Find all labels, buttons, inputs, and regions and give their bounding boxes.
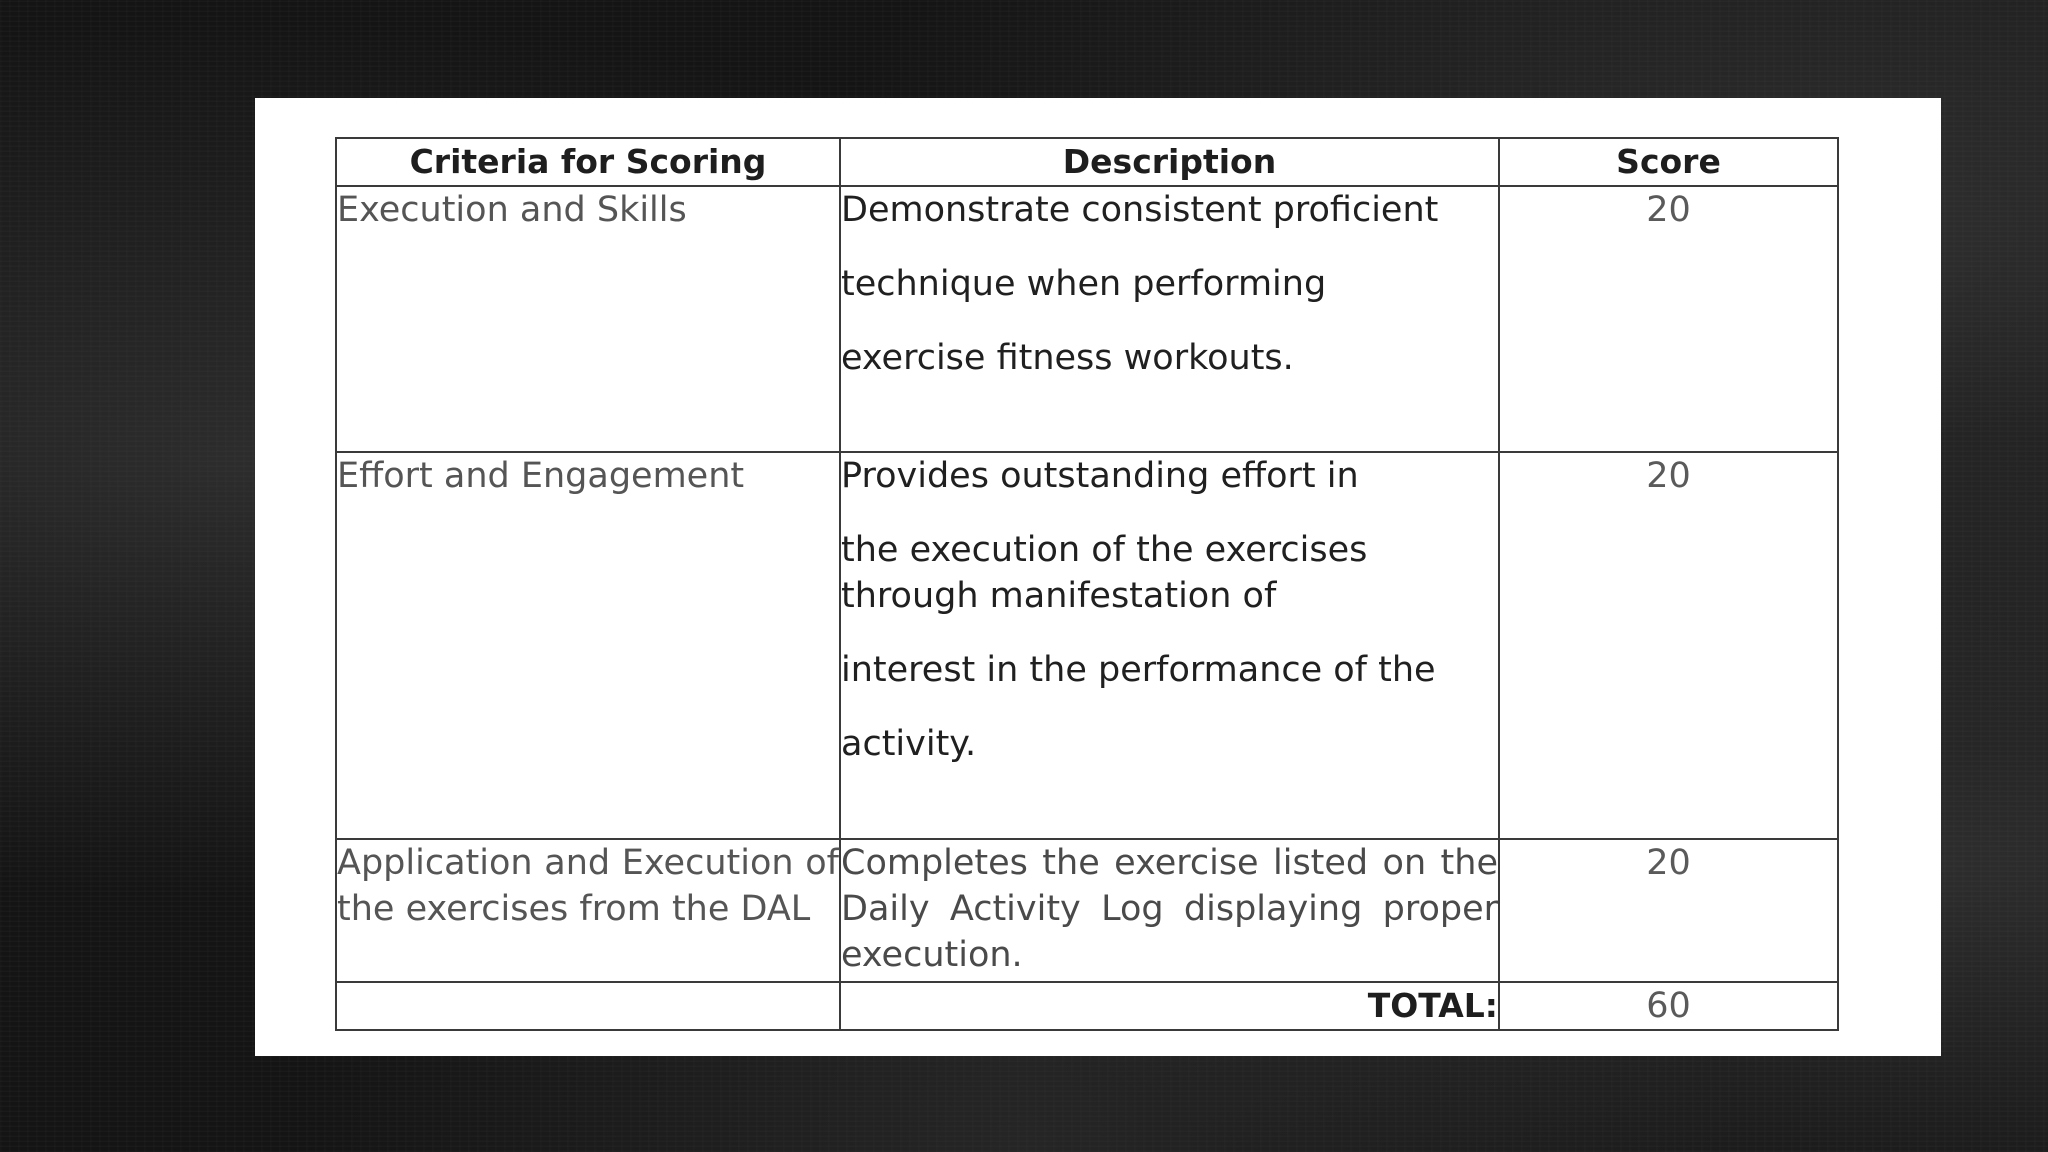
table-row [336,186,1838,452]
description-line: activity. [841,724,977,764]
description-line: technique when performing [841,264,1327,304]
header-score: Score [1499,138,1838,186]
criteria-cell: Effort and Engagement [336,452,840,839]
criteria-cell: Execution and Skills [336,186,840,452]
header-description: Description [840,138,1499,186]
description-line: the execution of the exercises [841,530,1368,570]
score-cell: 20 [1499,452,1838,839]
description-cell [840,186,1499,452]
description-line: Provides outstanding effort in [841,456,1359,496]
table-row [336,839,1838,982]
slide-panel [255,98,1941,1056]
description-line: interest in the performance of the [841,650,1436,690]
total-label: TOTAL: [840,982,1499,1030]
total-value: 60 [1499,982,1838,1030]
table-row [336,452,1838,839]
empty-cell [336,982,840,1030]
criteria-cell: Application and Execution of the exercises from the DAL [336,839,840,982]
table-header-row [336,138,1838,186]
description-cell [840,839,1499,982]
description-line: Completes the exercise listed on the Daily Activity Log displaying proper execution. [841,843,1498,975]
scoring-rubric-table [335,137,1839,1031]
score-cell: 20 [1499,839,1838,982]
total-row [336,982,1838,1030]
description-line: through manifestation of [841,576,1277,616]
description-line: exercise fitness workouts. [841,338,1294,378]
header-criteria: Criteria for Scoring [336,138,840,186]
description-line: Demonstrate consistent proficient [841,190,1439,230]
description-cell [840,452,1499,839]
score-cell: 20 [1499,186,1838,452]
